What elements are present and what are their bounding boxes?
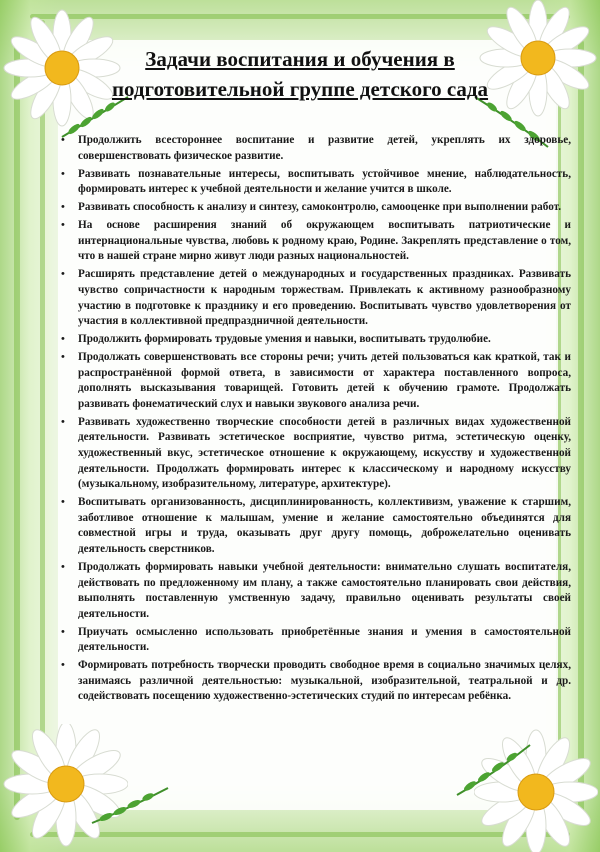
bullet-icon: •	[61, 134, 65, 146]
list-item-text: Развивать познавательные интересы, воспитывать устойчивое мнение, наблюдательность, формировать интерес к учебной деятельности и желание учится в школе.	[78, 167, 571, 196]
task-list	[60, 133, 571, 707]
fern-leaf-icon-bottom-right	[452, 740, 532, 800]
list-item-text: Расширять представление детей о международных и государственных праздниках. Развивать чувство сопричастности к народным торжествам. Привлекать к активному разнообразному участию в подготовке к празднику и его проведению. Воспитывать чувство удовлетворения от участия в коллективной предпраздничной деятельности.	[78, 268, 571, 328]
bullet-icon: •	[61, 560, 65, 573]
bullet-icon: •	[61, 201, 65, 214]
frame-stripe-left	[14, 40, 20, 820]
list-item	[61, 350, 571, 412]
list-item-text: Продолжить формировать трудовые умения и навыки, воспитывать трудолюбие.	[78, 333, 491, 346]
bullet-icon: •	[61, 268, 65, 281]
list-item	[61, 267, 571, 329]
title-line-1: Задачи воспитания и обучения в	[145, 47, 455, 71]
list-item	[61, 560, 571, 622]
bullet-icon: •	[61, 351, 65, 364]
bullet-icon: •	[61, 496, 65, 509]
list-item-text: На основе расширения знаний об окружающем воспитывать патриотические и интернациональные чувства, любовь к родному краю, Родине. Закреплять представление о том, что в нашей стране мирно живут люди разных национальностей.	[78, 219, 571, 263]
list-item-text: Продолжать формировать навыки учебной деятельности: внимательно слушать воспитателя, действовать по предложенному им плану, а также самостоятельно планировать свои действия, выполнять поставленную умственную задачу, правильно оценивать результаты своей деятельности.	[78, 560, 571, 620]
bullet-icon: •	[61, 219, 65, 232]
list-item-text: Воспитывать организованность, дисциплинированность, коллективизм, уважение к старшим, заботливое отношение к малышам, умение и желание самостоятельно объединятся для совместной игры и труда, оказывать друг другу помощь, доброжелательно оценивать деятельность сверстников.	[78, 496, 571, 555]
list-item	[61, 625, 571, 656]
bullet-icon: •	[61, 659, 65, 672]
bullet-icon: •	[61, 167, 65, 180]
list-item-text: Продолжить всестороннее воспитание и развитие детей, укреплять их здоровье, совершенствовать физическое развитие.	[78, 134, 571, 162]
list-item	[61, 332, 571, 348]
list-item	[61, 218, 571, 265]
bullet-icon: •	[61, 333, 65, 346]
list-item	[61, 200, 571, 216]
bullet-icon: •	[61, 415, 65, 428]
list-item	[61, 495, 571, 557]
list-item	[61, 658, 571, 705]
list-item	[61, 167, 571, 198]
list-item-text: Развивать способность к анализу и синтезу, самоконтролю, самооценке при выполнении работ.	[78, 201, 562, 214]
frame-stripe-right	[578, 40, 584, 820]
list-item-text: Приучать осмысленно использовать приобретённые знания и умения в самостоятельной деятельности.	[78, 625, 571, 654]
list-item-text: Продолжать совершенствовать все стороны речи; учить детей пользоваться как краткой, так и распространённой формой ответа, в зависимости от характера поставленного вопроса, дополнять высказывания товарищей. Готовить детей к обучению грамоте. Продолжать развивать фонематический слух и навыки звукового анализа речи.	[78, 351, 571, 410]
fern-leaf-icon-bottom-left	[90, 768, 170, 828]
list-item	[61, 133, 571, 164]
list-item-text: Формировать потребность творчески проводить свободное время в социально значимых целях, занимаясь различной деятельностью: музыкальной, изобразительной, театральной и др. содействовать посещению художественно-эстетических студий по интересам ребёнка.	[78, 659, 571, 703]
list-item	[61, 415, 571, 493]
title-line-2: подготовительной группе детского сада	[111, 77, 489, 101]
frame-stripe-left-inner	[40, 20, 45, 830]
page-title	[60, 44, 540, 104]
list-item-text: Развивать художественно творческие способности детей в различных видах художественной деятельности. Развивать эстетическое восприятие, чувство ритма, эстетическую оценку, художественный вкус, эстетическое отношение к окружающему, искусству и художественной деятельности. Продолжать формировать интерес к классическому и народному искусству (музыкальному, изобразительному, литературе, архитектуре).	[78, 415, 571, 491]
bullet-icon: •	[61, 625, 65, 638]
